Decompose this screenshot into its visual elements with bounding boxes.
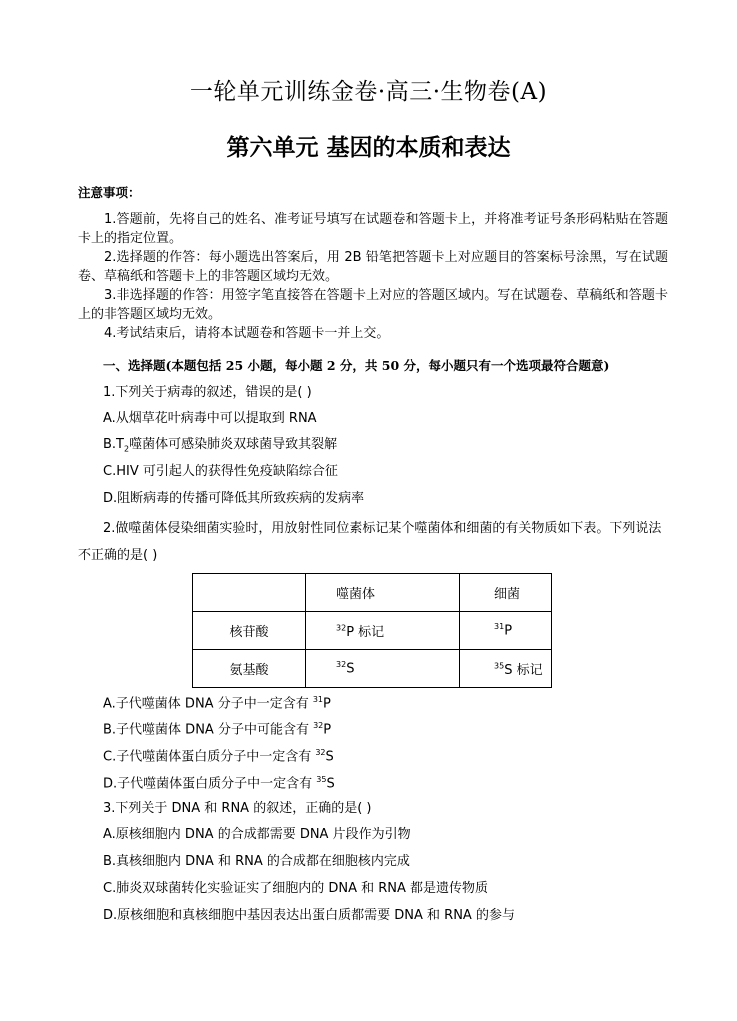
q2-option-c — [103, 743, 334, 767]
q1-stem: 1.下列关于病毒的叙述，错误的是( ) — [103, 385, 312, 400]
notice-item-3: 3.非选择题的作答：用签字笔直接答在答题卡上对应的答题区域内。写在试题卷、草稿纸和答题卡上的非答题区域均无效。 — [78, 288, 668, 322]
isotope-mass: 32 — [336, 660, 347, 670]
q3-option-a: A.原核细胞内 DNA 的合成都需要 DNA 片段作为引物 — [103, 827, 411, 842]
notice-item-2: 2.选择题的作答：每小题选出答案后，用 2B 铅笔把答题卡上对应题目的答案标号涂黑，写在试题卷、草稿纸和答题卡上的非答题区域均无效。 — [78, 250, 668, 284]
table-row — [193, 612, 552, 650]
q2-option-c-text: C.子代噬菌体蛋白质分子中一定含有 — [103, 749, 316, 765]
q3-option-b: B.真核细胞内 DNA 和 RNA 的合成都在细胞核内完成 — [103, 854, 410, 869]
q2-stem: 2.做噬菌体侵染细菌实验时，用放射性同位素标记某个噬菌体和细菌的有关物质如下表。下列说法不正确的是( ) — [78, 521, 662, 563]
notice-list — [78, 210, 668, 343]
table-row-label: 氨基酸 — [193, 650, 306, 688]
isotope-symbol: P — [323, 722, 332, 738]
q1-option-d: D.阻断病毒的传播可降低其所致疾病的发病率 — [103, 491, 365, 506]
q2-stem-block — [78, 515, 670, 569]
table-row-label: 核苷酸 — [193, 612, 306, 650]
q2-option-a-text: A.子代噬菌体 DNA 分子中一定含有 — [103, 696, 313, 712]
notice-item-4: 4.考试结束后，请将本试题卷和答题卡一并上交。 — [104, 326, 390, 341]
q1-option-b-text: B.T — [103, 437, 124, 452]
isotope-symbol: S — [326, 776, 335, 792]
q2-option-a — [103, 690, 331, 714]
unit-title: 第六单元 基因的本质和表达 — [226, 134, 511, 161]
isotope-text: S 标记 — [504, 663, 543, 678]
isotope-text: P — [504, 623, 513, 639]
q1-option-a: A.从烟草花叶病毒中可以提取到 RNA — [103, 411, 317, 426]
isotope-symbol: P — [323, 696, 331, 712]
isotope-text: S — [346, 661, 355, 677]
q1-option-b-rest: 噬菌体可感染肺炎双球菌导致其裂解 — [129, 437, 338, 452]
isotope-mass: 31 — [312, 695, 324, 704]
isotope-mass: 35 — [316, 775, 327, 784]
notice-item-1: 1.答题前，先将自己的姓名、准考证号填写在试题卷和答题卡上，并将准考证号条形码粘贴在答题卡上的指定位置。 — [78, 212, 668, 246]
table-header-cell — [193, 574, 306, 612]
isotope-mass: 32 — [315, 748, 326, 757]
table-cell — [306, 650, 460, 688]
table-row — [193, 650, 552, 688]
isotope-symbol: S — [325, 749, 334, 765]
q1-option-c: C.HIV 可引起人的获得性免疫缺陷综合征 — [103, 464, 338, 479]
table-cell — [306, 612, 460, 650]
q3-stem: 3.下列关于 DNA 和 RNA 的叙述，正确的是( ) — [103, 801, 372, 816]
notice-heading: 注意事项： — [78, 185, 141, 200]
isotope-mass: 32 — [336, 623, 347, 633]
isotope-text: P 标记 — [346, 625, 385, 640]
exam-title: 一轮单元训练金卷·高三·生物卷(A) — [189, 79, 548, 105]
table-cell — [460, 650, 552, 688]
q2-option-b-text: B.子代噬菌体 DNA 分子中可能含有 — [103, 722, 314, 738]
isotope-mass: 32 — [313, 721, 324, 730]
q2-option-d — [103, 770, 335, 794]
q3-option-d: D.原核细胞和真核细胞中基因表达出蛋白质都需要 DNA 和 RNA 的参与 — [103, 908, 515, 923]
q2-option-b — [103, 716, 331, 740]
q1-option-b-subscript: 2 — [124, 444, 130, 454]
q1-option-b — [103, 435, 337, 460]
table-header-cell: 细菌 — [460, 574, 552, 612]
isotope-mass: 31 — [494, 622, 505, 632]
q2-option-d-text: D.子代噬菌体蛋白质分子中一定含有 — [103, 776, 317, 792]
section-heading: 一、选择题(本题包括 25 小题，每小题 2 分，共 50 分，每小题只有一个选项最符合题意) — [103, 358, 610, 373]
isotope-mass: 35 — [494, 661, 505, 671]
q3-option-c: C.肺炎双球菌转化实验证实了细胞内的 DNA 和 RNA 都是遗传物质 — [103, 881, 489, 896]
table-cell — [460, 612, 552, 650]
table-header-row — [193, 574, 552, 612]
table-header-cell: 噬菌体 — [306, 574, 460, 612]
label-table — [192, 573, 552, 688]
